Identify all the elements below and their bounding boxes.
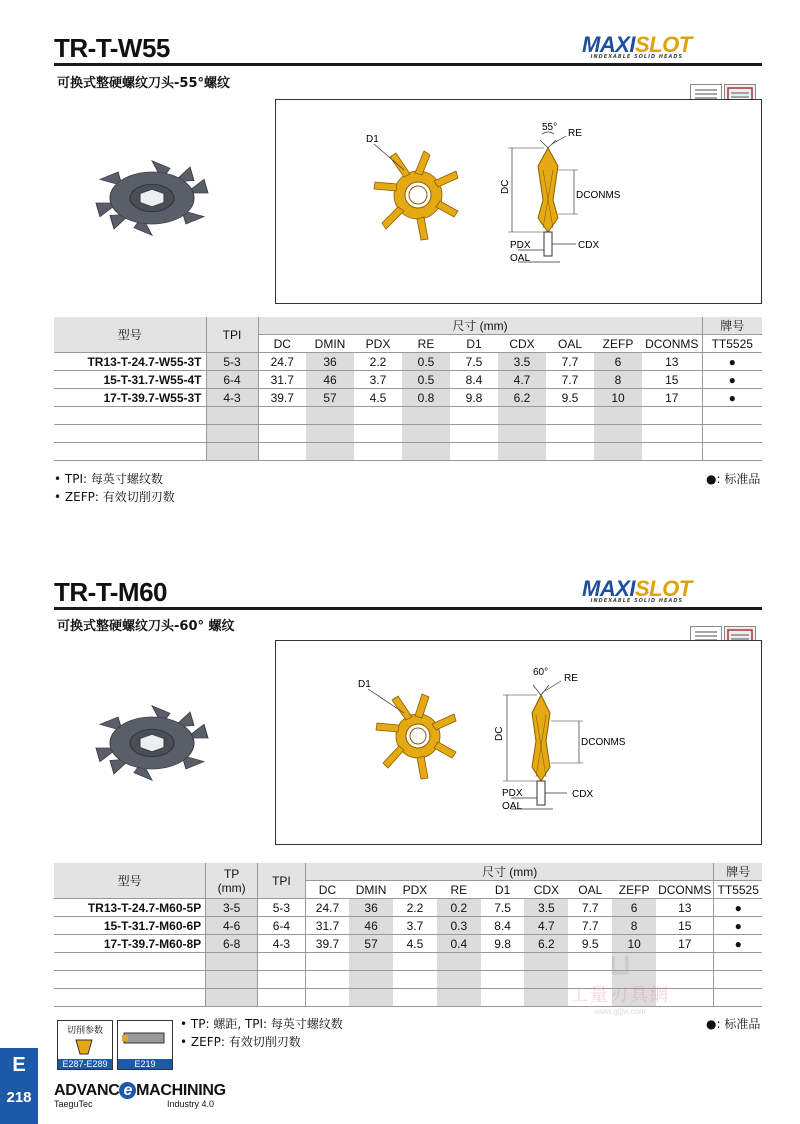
section1-diagram — [275, 99, 762, 304]
maxislot-logo: MAXISLOT INDEXABLE SOLID HEADS — [582, 32, 692, 60]
side-tab: E 218 — [0, 1048, 38, 1124]
sub-cdx: CDX — [498, 335, 546, 353]
section2-subtitle: 可换式整硬螺纹刀头-60° 螺纹 — [57, 619, 235, 634]
col-tpi-header: TPI — [258, 863, 306, 899]
sub-oal: OAL — [546, 335, 594, 353]
dconms-label: DCONMS — [581, 737, 626, 748]
holder-ref[interactable]: E219 — [117, 1020, 173, 1070]
col-grade-header: 牌号 — [714, 863, 762, 881]
table-row: 15-T-31.7-W55-4T 6-4 31.7 46 3.7 0.5 8.4 4.7 7.7 8 15 ● — [54, 371, 762, 389]
col-size-header: 尺寸 (mm) — [258, 317, 702, 335]
tool-head-image — [80, 140, 230, 255]
maxislot-logo: MAXISLOT INDEXABLE SOLID HEADS — [582, 576, 692, 604]
sub-dconms: DCONMS — [656, 881, 714, 899]
d1-label: D1 — [366, 134, 379, 145]
col-size-header: 尺寸 (mm) — [305, 863, 714, 881]
sub-re: RE — [402, 335, 450, 353]
sub-d1: D1 — [481, 881, 525, 899]
tool-head-image — [80, 685, 230, 800]
dconms-label: DCONMS — [576, 190, 621, 201]
oal-label: OAL — [502, 801, 523, 812]
section1-note-1: • TPI: 每英寸螺纹数 — [54, 472, 163, 486]
col-model-header: 型号 — [54, 317, 206, 353]
sub-zefp: ZEFP — [612, 881, 656, 899]
sub-zefp: ZEFP — [594, 335, 642, 353]
table-row-empty — [54, 425, 762, 443]
table-row: 15-T-31.7-M60-6P 4-6 6-4 31.7 46 3.7 0.3 8.4 4.7 7.7 8 15 ● — [54, 917, 762, 935]
d1-label: D1 — [358, 679, 371, 690]
col-tpi-header: TPI — [206, 317, 258, 353]
dc-label: DC — [500, 179, 511, 194]
section1-note-2: • ZEFP: 有效切削刃数 — [54, 490, 175, 504]
table-row: 17-T-39.7-M60-8P 6-8 4-3 39.7 57 4.5 0.4 9.8 6.2 9.5 10 17 ● — [54, 935, 762, 953]
angle-label: 55° — [542, 122, 558, 133]
sub-dconms: DCONMS — [642, 335, 702, 353]
table-row: TR13-T-24.7-M60-5P 3-5 5-3 24.7 36 2.2 0.2 7.5 3.5 7.7 6 13 ● — [54, 899, 762, 917]
holder-icon — [118, 1021, 172, 1055]
angle-label: 60° — [533, 667, 549, 678]
col-tp-header: TP (mm) — [206, 863, 258, 899]
sub-grade: TT5525 — [714, 881, 762, 899]
section1-title: TR-T-W55 — [54, 33, 170, 63]
section1-spec-table — [54, 317, 762, 461]
sub-oal: OAL — [568, 881, 612, 899]
sub-pdx: PDX — [393, 881, 437, 899]
sub-dc: DC — [258, 335, 306, 353]
title-rule — [54, 607, 762, 610]
re-label: RE — [568, 128, 582, 139]
oal-label: OAL — [510, 253, 531, 264]
sub-cdx: CDX — [524, 881, 568, 899]
pdx-label: PDX — [510, 240, 531, 251]
re-label: RE — [564, 673, 578, 684]
title-rule — [54, 63, 762, 66]
cdx-label: CDX — [572, 789, 594, 800]
insert-icon — [58, 1036, 112, 1056]
sub-dc: DC — [305, 881, 349, 899]
table-row-empty — [54, 407, 762, 425]
table-row: 17-T-39.7-W55-3T 4-3 39.7 57 4.5 0.8 9.8 6.2 9.5 10 17 ● — [54, 389, 762, 407]
sub-grade: TT5525 — [702, 335, 762, 353]
pdx-label: PDX — [502, 788, 523, 799]
section2-title: TR-T-M60 — [54, 577, 167, 607]
table-row: TR13-T-24.7-W55-3T 5-3 24.7 36 2.2 0.5 7.5 3.5 7.7 6 13 ● — [54, 353, 762, 371]
section1-legend: ●: 标准品 — [706, 472, 761, 486]
dc-label: DC — [494, 726, 505, 741]
sub-dmin: DMIN — [306, 335, 354, 353]
section2-note-2: • ZEFP: 有效切削刃数 — [180, 1035, 301, 1049]
cdx-label: CDX — [578, 240, 600, 251]
cutting-params-ref[interactable]: 切削参数 E287-E289 — [57, 1020, 113, 1070]
col-model-header: 型号 — [54, 863, 206, 899]
section2-note-1: • TP: 螺距, TPI: 每英寸螺纹数 — [180, 1017, 343, 1031]
section2-diagram — [275, 640, 762, 845]
table-row-empty — [54, 443, 762, 461]
sub-d1: D1 — [450, 335, 498, 353]
section2-legend: ●: 标准品 — [706, 1017, 761, 1031]
col-grade-header: 牌号 — [702, 317, 762, 335]
advance-machining-logo: ADVANC e MACHINING TaeguTec Industry 4.0 — [54, 1082, 226, 1109]
sub-dmin: DMIN — [349, 881, 393, 899]
section1-subtitle: 可换式整硬螺纹刀头-55°螺纹 — [57, 76, 230, 91]
sub-re: RE — [437, 881, 481, 899]
sub-pdx: PDX — [354, 335, 402, 353]
watermark: ⊔ 工量刃具網 www.gljjw.com — [570, 949, 670, 1016]
